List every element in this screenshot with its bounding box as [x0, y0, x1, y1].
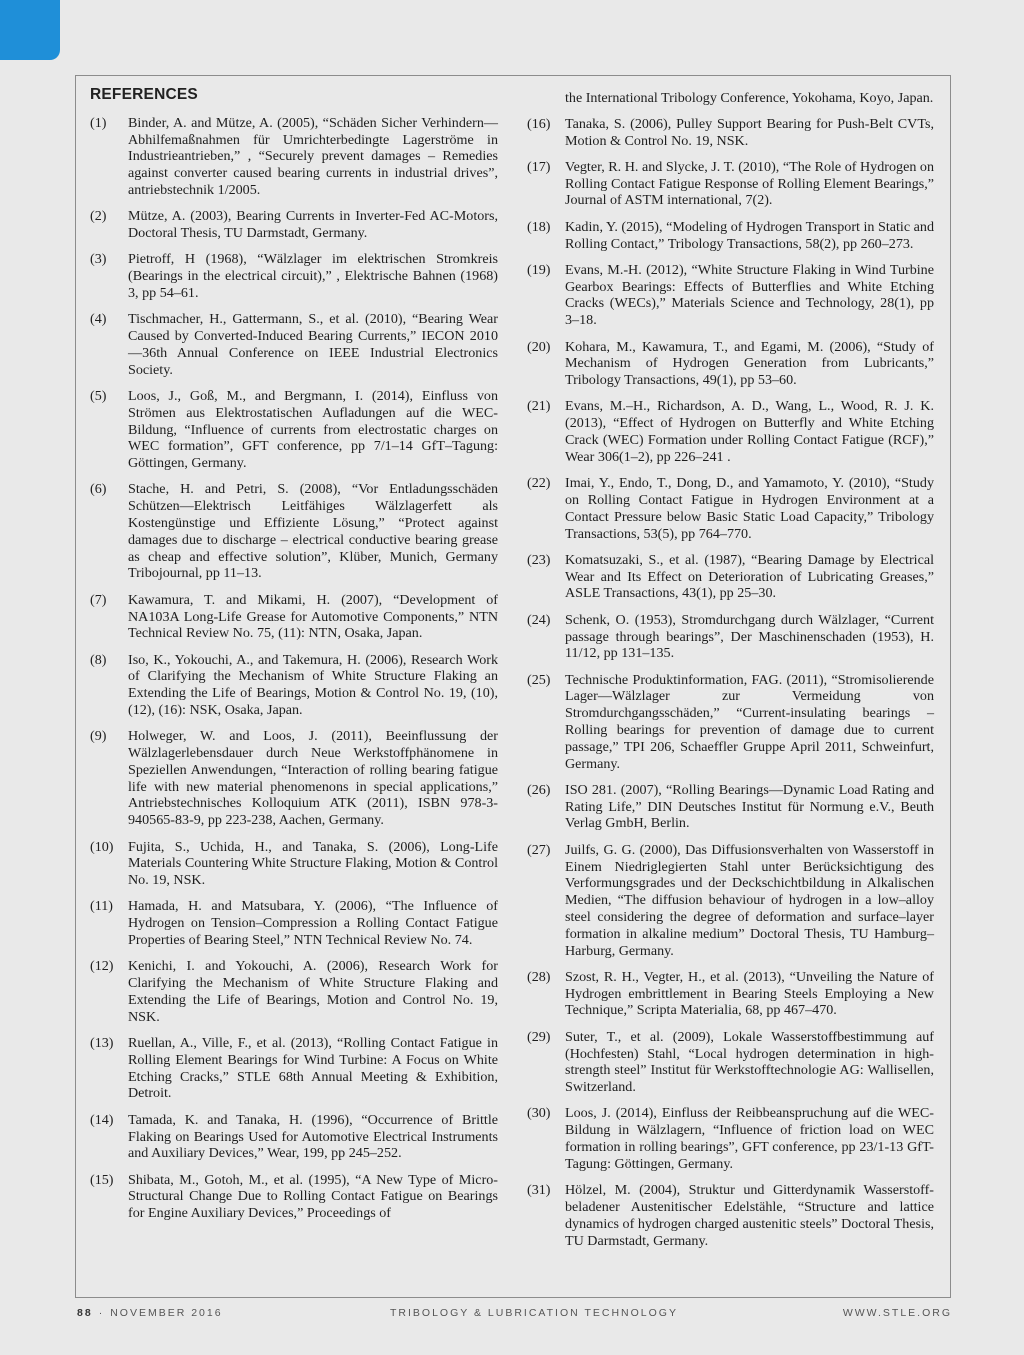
reference-item — [90, 388, 498, 472]
reference-text: Shibata, M., Gotoh, M., et al. (1995), “A New Type of Micro-Structural Change Due to Rolling Contact Fatigue on Bearings for Engine Auxiliary Devices,” Proceedings of — [128, 1171, 498, 1222]
reference-text: Iso, K., Yokouchi, A., and Takemura, H. (2006), Research Work of Clarifying the Mechanism of White Structure Flaking an Extending the Life of Bearings, Motion & Control No. 19, (10), (12), (16): NSK, Osaka, Japan. — [128, 651, 498, 718]
reference-text: Mütze, A. (2003), Bearing Currents in Inverter-Fed AC-Motors, Doctoral Thesis, TU Darmstadt, Germany. — [128, 208, 498, 242]
reference-number: (4) — [90, 311, 107, 328]
reference-item — [90, 115, 498, 199]
reference-text: Kenichi, I. and Yokouchi, A. (2006), Research Work for Clarifying the Mechanism of White Structure Flaking and Extending the Life of Bearings, Motion and Control No. 19, NSK. — [128, 958, 498, 1025]
reference-item — [90, 1035, 498, 1102]
footer-dot: · — [98, 1307, 105, 1319]
reference-item — [90, 1172, 498, 1222]
reference-item — [527, 475, 934, 542]
reference-number: (1) — [90, 114, 107, 131]
reference-number: (12) — [90, 958, 114, 975]
reference-text: Kohara, M., Kawamura, T., and Egami, M. (2006), “Study of Mechanism of Hydrogen Generation from Lubricants,” Tribology Transactions, 49(1), pp 53–60. — [565, 338, 934, 389]
reference-item — [90, 208, 498, 242]
reference-item — [90, 652, 498, 719]
issue-date: NOVEMBER 2016 — [110, 1307, 223, 1319]
reference-text: Binder, A. and Mütze, A. (2005), “Schäden Sicher Verhindern—Abhilfemaßnahmen für Umrichterbedingte Lagerströme in Industrieantrieben,” , “Securely prevent damages – Remedies against converter caused bearing currents in industrial drives”, antriebstechnik 1/2005. — [128, 114, 498, 198]
reference-number: (25) — [527, 671, 551, 688]
reference-text: Hölzel, M. (2004), Struktur und Gitterdynamik Wasserstoff-beladener Austenitischer Edelstähle, “Structure and lattice dynamics of hydrogen charged austenitic steels” Doctoral Thesis, TU Darmstadt, Germany. — [565, 1182, 934, 1249]
right-reference-list — [527, 116, 934, 1250]
reference-item — [90, 958, 498, 1025]
reference-item — [90, 728, 498, 829]
reference-number: (22) — [527, 475, 551, 492]
reference-text: Szost, R. H., Vegter, H., et al. (2013), “Unveiling the Nature of Hydrogen embrittlement in Bearing Steels Employing a New Technique,” Scripta Materialia, 68, pp 467–470. — [565, 968, 934, 1019]
page-footer — [77, 1307, 952, 1323]
reference-number: (17) — [527, 158, 551, 175]
reference-text: Loos, J., Goß, M., and Bergmann, I. (2014), Einfluss von Strömen aus Elektrostatischen Aufladungen auf die WEC-Bildung, “Influence of currents from electrostatic charges on WEC formation”, GFT conference, pp 7/1–14 GfT–Tagung: Göttingen, Germany. — [128, 387, 498, 472]
reference-text: Fujita, S., Uchida, H., and Tanaka, S. (2006), Long-Life Materials Countering White Structure Flaking, Motion & Control No. 19, NSK. — [128, 838, 498, 889]
reference-number: (28) — [527, 968, 551, 985]
references-heading: REFERENCES — [90, 86, 198, 103]
reference-text: Evans, M.-H. (2012), “White Structure Flaking in Wind Turbine Gearbox Bearings: Effects of Butterflies and White Etching Cracks (WECs),” Materials Science and Technology, 28(1), pp 3–18. — [565, 261, 934, 329]
reference-text: Imai, Y., Endo, T., Dong, D., and Yamamoto, Y. (2010), “Study on Rolling Contact Fatigue in Hydrogen Environment at a Contact Pressure below Basic Static Load Capacity,” Tribology Transactions, 53(5), pp 764–770. — [565, 475, 934, 542]
reference-number: (6) — [90, 481, 107, 498]
page-number: 88 — [77, 1307, 93, 1319]
reference-text: Kawamura, T. and Mikami, H. (2007), “Development of NA103A Long-Life Grease for Automotive Components,” NTN Technical Review No. 75, (11): NTN, Osaka, Japan. — [128, 591, 498, 642]
reference-item — [90, 251, 498, 301]
reference-number: (20) — [527, 338, 551, 355]
reference-number: (29) — [527, 1028, 551, 1045]
reference-number: (27) — [527, 841, 551, 858]
reference-item — [527, 116, 934, 150]
right-column — [527, 90, 934, 1259]
reference-number: (30) — [527, 1105, 551, 1122]
reference-text: Vegter, R. H. and Slycke, J. T. (2010), “The Role of Hydrogen on Rolling Contact Fatigue Response of Rolling Element Bearings,” Journal of ASTM international, 7(2). — [565, 158, 934, 209]
reference-number: (14) — [90, 1111, 114, 1128]
reference-text: Technische Produktinformation, FAG. (2011), “Stromisolierende Lager—Wälzlager zur Vermeidung von Stromdurchgangsschäden,” “Current-insulating bearings – Rolling bearings for prevention of damage due to current passage,” TPI 206, Schaeffler Gruppe April 2011, Schweinfurt, Germany. — [565, 671, 934, 772]
reference-number: (19) — [527, 261, 551, 278]
reference-number: (23) — [527, 551, 551, 568]
publication-name: TRIBOLOGY & LUBRICATION TECHNOLOGY — [390, 1307, 678, 1319]
reference-text: Loos, J. (2014), Einfluss der Reibbeanspruchung auf die WEC-Bildung in Wälzlagern, “Influence of friction load on WEC formation in rolling bearings”, GFT conference, pp 23/1-13 GfT-Tagung: Göttingen, Germany. — [565, 1105, 934, 1172]
reference-item — [527, 1029, 934, 1096]
reference-number: (2) — [90, 208, 107, 225]
reference-item — [90, 898, 498, 948]
reference-text: Hamada, H. and Matsubara, Y. (2006), “The Influence of Hydrogen on Tension–Compression a Rolling Contact Fatigue Properties of Bearing Steel,” NTN Technical Review No. 74. — [128, 898, 498, 949]
reference-number: (3) — [90, 251, 107, 268]
reference-text: Schenk, O. (1953), Stromdurchgang durch Wälzlager, “Current passage through bearings”, Der Maschinenschaden (1953), H. 11/12, pp 131–135. — [565, 611, 934, 662]
reference-item — [527, 612, 934, 662]
reference-number: (16) — [527, 115, 551, 132]
reference-item — [527, 1182, 934, 1249]
reference-number: (13) — [90, 1035, 114, 1052]
reference-text: Komatsuzaki, S., et al. (1987), “Bearing Damage by Electrical Wear and Its Effect on Deterioration of Lubricating Greases,” ASLE Transactions, 43(1), pp 25–30. — [565, 551, 934, 602]
reference-text: Stache, H. and Petri, S. (2008), “Vor Entladungsschäden Schützen—Elektrisch Leitfähiges Wälzlagerfett als Kostengünstige und Effiziente Lösung,” “Protect against damages due to discharge – electrical conductive bearing grease as cheap and effective solution”, Klüber, Munich, Germany Tribojournal, pp 11–13. — [128, 481, 498, 582]
footer-left — [77, 1307, 223, 1319]
website-link[interactable]: WWW.STLE.ORG — [842, 1307, 952, 1319]
reference-item — [527, 552, 934, 602]
reference-continuation: the International Tribology Conference, Yokohama, Koyo, Japan. — [565, 90, 934, 106]
reference-text: Kadin, Y. (2015), “Modeling of Hydrogen Transport in Static and Rolling Contact,” Tribology Transactions, 58(2), pp 260–273. — [565, 218, 934, 252]
reference-item — [527, 672, 934, 773]
reference-number: (24) — [527, 611, 551, 628]
reference-text: ISO 281. (2007), “Rolling Bearings—Dynamic Load Rating and Rating Life,” DIN Deutsches Institut für Normung e.V., Beuth Verlag GmbH, Berlin. — [565, 781, 934, 832]
reference-number: (7) — [90, 591, 107, 608]
reference-text: Juilfs, G. G. (2000), Das Diffusionsverhalten von Wasserstoff in Einem Niedriglegierten Stahl unter Berücksichtigung des Verformungsgrades und der Deckschichtbildung in Alkalischen Medien, “The diffusion behaviour of hydrogen in a low–alloy steel considering the degree of deformation and surface–layer formation in alkaline medium” Doctoral Thesis, TU Hamburg–Harburg, Germany. — [565, 841, 934, 959]
reference-item — [527, 842, 934, 960]
reference-item — [90, 311, 498, 378]
reference-item — [527, 1105, 934, 1172]
section-color-tab — [0, 0, 60, 60]
reference-item — [527, 219, 934, 253]
reference-number: (21) — [527, 398, 551, 415]
reference-item — [90, 839, 498, 889]
reference-item — [527, 398, 934, 465]
reference-item — [90, 592, 498, 642]
reference-number: (9) — [90, 728, 107, 745]
reference-text: Tischmacher, H., Gattermann, S., et al. (2010), “Bearing Wear Caused by Converted-Induced Bearing Currents,” IECON 2010—36th Annual Conference on IEEE Industrial Electronics Society. — [128, 311, 498, 378]
left-column — [90, 87, 498, 1232]
reference-item — [527, 159, 934, 209]
left-reference-list — [90, 115, 498, 1222]
reference-number: (31) — [527, 1182, 551, 1199]
reference-text: Holweger, W. and Loos, J. (2011), Beeinflussung der Wälzlagerlebensdauer durch Neue Werkstoffphänomene in Speziellen Anwendungen, “Interaction of rolling bearing fatigue life with new material phenomenons in special applications,” Antriebstechnisches Kolloquium ATK (2011), ISBN 978-3-940565-83-9, pp 223-238, Aachen, Germany. — [128, 728, 498, 829]
reference-number: (5) — [90, 387, 107, 404]
reference-text: Evans, M.–H., Richardson, A. D., Wang, L., Wood, R. J. K. (2013), “Effect of Hydrogen on Butterfly and White Etching Crack (WEC) Formation under Rolling Contact Fatigue (RCF),” Wear 306(1–2), pp 226–241 . — [565, 398, 934, 465]
reference-item — [90, 1112, 498, 1162]
reference-text: Ruellan, A., Ville, F., et al. (2013), “Rolling Contact Fatigue in Rolling Element Bearings for Wind Turbine: A Focus on White Etching Cracks,” STLE 68th Annual Meeting & Exhibition, Detroit. — [128, 1035, 498, 1102]
reference-text: Tamada, K. and Tanaka, H. (1996), “Occurrence of Brittle Flaking on Bearings Used for Automotive Electrical Instruments and Auxiliary Devices,” Wear, 199, pp 245–252. — [128, 1111, 498, 1162]
reference-text: Pietroff, H (1968), “Wälzlager im elektrischen Stromkreis (Bearings in the electrical circuit),” , Elektrische Bahnen (1968) 3, pp 54–61. — [128, 251, 498, 301]
reference-item — [90, 481, 498, 582]
reference-text: Suter, T., et al. (2009), Lokale Wasserstoffbestimmung auf (Hochfesten) Stahl, “Local hydrogen determination in high-strength steel” Institut für Werkstofftechnologie AG: Wallisellen, Switzerland. — [565, 1028, 934, 1096]
reference-item — [527, 262, 934, 329]
reference-item — [527, 969, 934, 1019]
reference-text: Tanaka, S. (2006), Pulley Support Bearing for Push-Belt CVTs, Motion & Control No. 19, NSK. — [565, 115, 934, 149]
reference-number: (8) — [90, 651, 107, 668]
reference-number: (18) — [527, 218, 551, 235]
reference-number: (10) — [90, 838, 114, 855]
reference-number: (11) — [90, 898, 113, 915]
reference-number: (15) — [90, 1171, 114, 1188]
reference-item — [527, 782, 934, 832]
reference-item — [527, 339, 934, 389]
reference-number: (26) — [527, 781, 551, 798]
